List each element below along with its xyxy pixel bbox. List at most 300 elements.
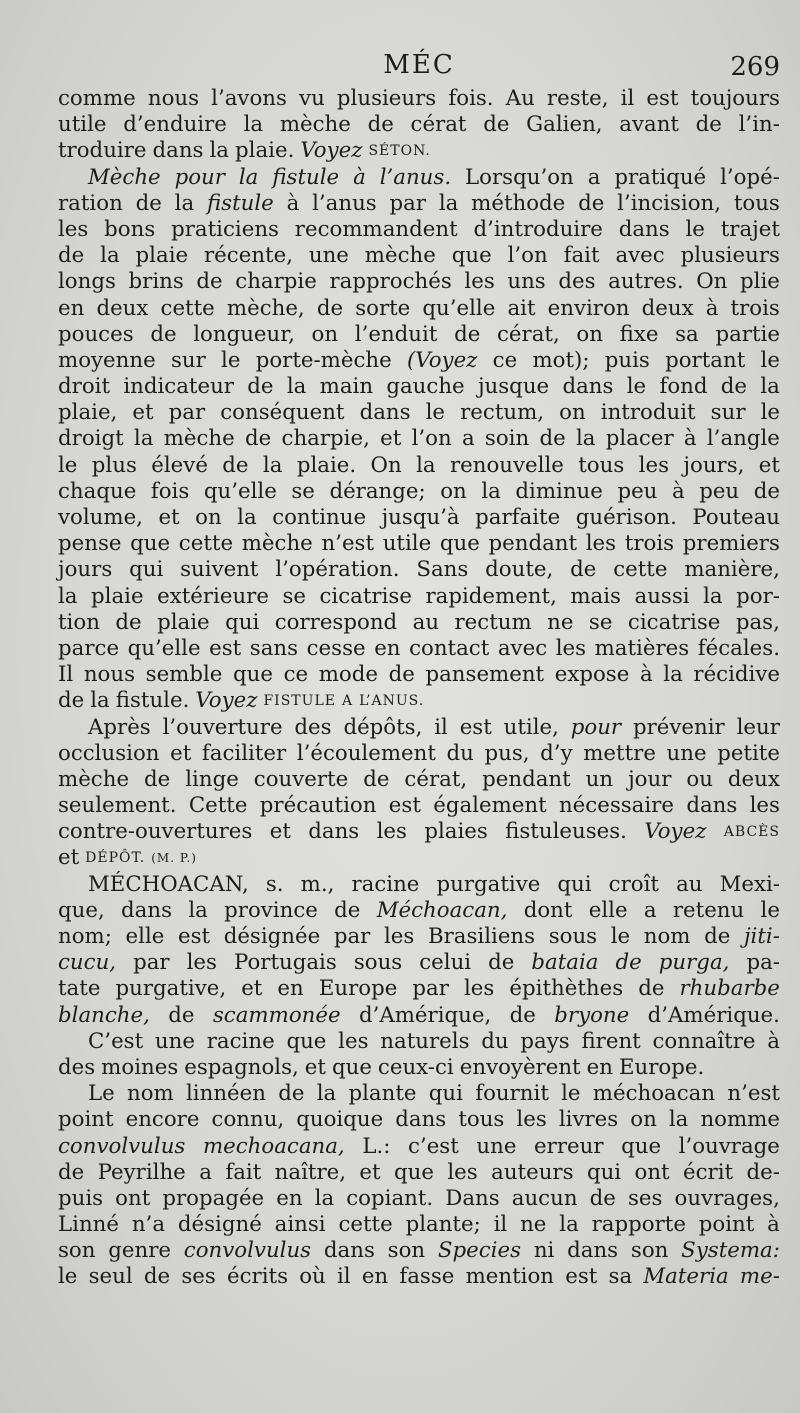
word: les [186,950,217,976]
word: il [620,86,635,111]
word: Sans [416,557,469,583]
word: plaie. [296,452,357,478]
word: les [338,1028,369,1054]
word: On [696,269,728,295]
word: Europe. [618,1054,705,1080]
text-line [58,1238,780,1264]
word: se [588,609,613,635]
word: le [760,897,780,923]
word: de [222,452,249,478]
text-line [58,976,780,1002]
word: pense [58,531,122,557]
word: trajet [720,216,780,242]
word: espagnols, [184,1054,299,1080]
word: ceux-ci [377,1054,454,1080]
word: guérison. [575,505,677,530]
word: le [58,1264,78,1290]
text-line [58,767,780,793]
word: linge [185,766,239,792]
word: croît [608,871,659,897]
word: est [209,635,242,661]
word: cette [613,557,668,583]
word: jusque [477,374,550,400]
word: et [304,1054,326,1080]
word: une [308,243,349,269]
word: utile, [503,714,559,740]
word: nom [643,924,691,949]
word: convolvulus [183,1238,312,1264]
word: main [319,374,374,400]
word: auteurs [491,1159,574,1185]
word: m., [300,871,335,897]
text-line [58,322,780,348]
word: racine [351,871,420,897]
word: SÉTON. [368,143,431,160]
word: où [299,1264,326,1290]
text-line [58,1003,780,1029]
word: une [154,1028,195,1054]
word: de [753,478,780,504]
word: de [488,950,515,976]
word: droigt [58,426,124,452]
word: mèche [241,531,313,557]
word: est [459,714,492,740]
word: et [359,1159,381,1185]
word: l’anus [312,190,377,216]
word: Au [505,86,535,111]
word: et [58,845,80,871]
word: de [704,924,731,949]
word: vu [299,86,325,111]
word: de [509,1002,536,1028]
word: purga, [658,950,730,976]
word: son [58,1238,96,1264]
word: pendant [488,531,578,557]
text-line [58,531,780,557]
word: la [188,897,208,923]
word: trois [624,531,675,557]
word: la [133,426,154,452]
word: sa [675,321,699,347]
word: leur [736,714,780,740]
word: jiti- [743,924,780,949]
word: longueur, [193,321,295,347]
word: mention [465,1264,555,1290]
word: la [703,583,723,609]
word: troduire [58,138,147,164]
word: que [621,1133,662,1159]
word: de [454,321,481,347]
word: avant [619,112,679,138]
word: Méchoacan, [376,897,508,923]
text-line [58,217,780,243]
word: méthode [471,190,566,216]
word: praticiens [171,216,279,242]
word: il [434,714,448,740]
word: l’ouverture [162,714,283,740]
word: le [685,216,705,242]
word: tous [578,452,625,478]
text-line [58,950,780,976]
word: Voyez [644,819,707,845]
word: de [143,1264,171,1290]
word: la [668,1107,689,1133]
text-line [58,819,780,845]
word: naturels [380,1028,470,1054]
text-line [58,296,780,322]
word: Dans [445,1185,500,1211]
word: mais [570,583,621,609]
word: mèche [163,426,235,452]
word: tous [458,1107,505,1133]
word: sous [548,924,598,949]
word: aussi [634,583,690,609]
word: l’opération. [275,557,400,583]
text-line [58,374,780,400]
word: fait [225,1159,262,1185]
text-line [58,112,780,138]
text-line [58,165,780,191]
word: (Voyez [406,347,478,373]
word: jour [628,766,672,792]
word: ses [627,1185,663,1211]
word: province [224,897,318,923]
word: de [615,950,642,976]
word: au [676,871,703,897]
word: pansement [425,662,545,688]
word: Brasiliens [427,924,536,949]
word: L.: [362,1133,391,1159]
word: ainsi [274,1212,326,1238]
word: cérat, [404,766,468,792]
word: de [367,112,394,138]
word: méchoacan [592,1081,716,1107]
word: l’anus. [379,164,452,190]
word: les [447,1159,478,1185]
word: le [58,452,78,478]
word: pouces [58,321,134,347]
word: linnéen [185,1081,266,1107]
word: contre-ouvertures [58,819,253,845]
word: les [585,531,617,557]
text-line [58,1186,780,1212]
word: sur [170,347,206,373]
word: la [243,112,264,138]
word: ou [686,766,713,792]
word: blanche, [58,1002,150,1028]
text-line [58,505,780,531]
word: de- [746,1159,780,1185]
text-line [58,662,780,688]
word: dans [152,138,204,164]
word: que [439,531,480,557]
word: est [565,1264,598,1290]
word: expose [554,662,630,688]
word: toujours [690,86,780,111]
text-line [58,741,780,767]
word: Le [88,1081,115,1107]
word: on [311,321,339,347]
word: qu’elle [422,295,496,321]
word: plante [348,1081,417,1107]
word: de [168,1002,195,1028]
word: rapidement, [425,583,557,609]
word: que, [58,897,105,923]
word: autres. [608,269,684,295]
word: reste, [546,86,609,111]
word: peu [617,478,658,504]
word: FISTULE [263,693,336,710]
word: à [683,426,697,452]
word: épithèthes [509,976,624,1002]
word: par [333,924,371,949]
text-line [58,1029,780,1055]
word: bryone [554,1002,630,1028]
word: et [132,400,154,426]
word: de [638,976,665,1002]
word: d’y [540,740,573,766]
word: plaie [157,609,210,635]
word: et [269,819,291,845]
word: la [559,1212,579,1238]
word: fistuleuses. [505,819,627,845]
word: avec [615,243,665,269]
word: matières [594,635,690,661]
word: précaution [259,793,377,819]
word: seul [88,1264,133,1290]
word: introduit [600,400,696,426]
word: pas, [735,609,780,635]
word: les [464,269,495,295]
word: jours [58,557,113,583]
word: cicatrise [319,583,412,609]
word: correspond [274,609,398,635]
word: manière, [684,557,780,583]
word: ni [533,1238,555,1264]
text-line [58,793,780,819]
word: qu’elle [203,478,277,504]
word: conséquent [220,400,345,426]
word: moines [101,1054,179,1080]
text-line [58,584,780,610]
word: ait [507,295,536,321]
word: sa [608,1264,633,1290]
word: Mexi- [719,871,780,897]
word: de [58,1159,85,1185]
word: à [767,1028,780,1054]
word: qu’elle [127,635,201,661]
word: qui [557,871,592,897]
word: la [90,688,110,714]
word: la [209,138,230,164]
word: des [558,269,596,295]
text-line [58,400,780,426]
word: les [58,216,89,242]
word: l’incision, [617,190,722,216]
word: les [376,819,407,845]
word: Europe [318,976,398,1002]
word: fois [150,478,190,504]
word: cesse [306,635,366,661]
word: à [767,1212,780,1238]
word: Voyez [195,688,258,714]
word: la [760,374,780,400]
word: propagée [162,1185,265,1211]
word: qui [428,1081,463,1107]
word: placer [605,426,674,452]
word: rhubarbe [679,976,780,1002]
word: de [58,688,85,714]
word: dans [686,793,738,819]
word: recommandent [294,216,458,242]
word: se [282,583,306,609]
word: et [380,426,402,452]
word: mettre [583,740,656,766]
word: Galien, [526,112,603,138]
word: avec [497,635,548,661]
word: les [555,635,587,661]
word: pus, [484,740,530,766]
word: la [286,374,307,400]
word: volume, [58,505,143,530]
word: de [589,1185,616,1211]
word: dans [562,374,614,400]
word: pendant [482,766,571,792]
word: qui [225,609,260,635]
word: utile [58,112,107,138]
word: la [238,164,259,190]
word: pratiqué [614,164,707,190]
word: en [586,1054,613,1080]
word: c’est [408,1133,459,1159]
word: Materia [643,1264,729,1290]
word: cette [178,531,234,557]
word: n’a [131,1212,166,1238]
word: la [100,243,120,269]
word: jusqu’à [381,505,460,530]
word: diminue [515,478,603,504]
word: ses [181,1264,216,1290]
text-line [58,1264,780,1290]
word: ABCÈS [723,824,780,841]
word: cérat, [496,321,560,347]
word: livres [558,1107,619,1133]
word: cucu, [58,950,117,976]
word: par [168,400,206,426]
word: contact [409,635,490,661]
word: doute, [485,557,554,583]
word: L’ANUS. [359,693,425,710]
word: fournit [475,1081,549,1107]
word: longs [58,269,116,295]
word: suivent [180,557,259,583]
word: d’introduire [473,216,603,242]
text-line [58,636,780,662]
word: celui [419,950,472,976]
word: nous [83,662,136,688]
word: ont [634,1159,670,1185]
word: il [493,1212,508,1238]
word: Cette [188,793,248,819]
word: est [646,86,679,111]
word: le [760,400,780,426]
word: tion [58,609,100,635]
word: On [370,452,402,478]
word: fasse [399,1264,455,1290]
word: uns [507,269,546,295]
word: tate [58,976,101,1002]
word: Peyrilhe [97,1159,186,1185]
word: cicatrise [627,609,721,635]
word: C’est [88,1028,144,1054]
text-line [58,924,780,950]
word: pour [174,164,225,190]
word: plusieurs [336,86,437,111]
word: s. [265,871,284,897]
word: semble [145,662,223,688]
text-line [58,898,780,924]
word: que [451,243,492,269]
word: dans [359,400,411,426]
word: au [412,609,440,635]
word: l’écoulement [296,740,436,766]
word: elle [588,897,628,923]
word: nomme [700,1107,780,1133]
word: le [221,347,241,373]
word: DÉPÔT. [85,850,146,867]
word: deux [727,766,780,792]
text-line [58,426,780,452]
word: brins [128,269,184,295]
text-line [58,610,780,636]
word: me- [739,1264,780,1290]
word: a [587,164,601,190]
word: chaque [58,478,137,504]
word: gauche [386,374,465,400]
word: de [58,243,85,269]
word: plie [740,269,780,295]
word: il [336,1264,351,1290]
word: les [383,924,415,949]
word: convolvulus [58,1133,186,1159]
word: deux [96,295,149,321]
word: le [760,347,780,373]
word: l’on [411,426,452,452]
word: fond [659,374,708,400]
word: que [130,531,171,557]
word: plaie, [58,400,118,426]
word: en [276,1185,303,1211]
word: de [144,766,171,792]
word: que [331,1054,372,1080]
word: petite [717,740,780,766]
word: de [316,295,344,321]
text-line [58,1160,780,1186]
word: par [133,950,170,976]
word: par [389,190,427,216]
word: la [174,190,195,216]
word: fistule [272,164,340,190]
word: et [170,740,192,766]
word: partie [715,321,780,347]
word: bataia [531,950,599,976]
word: point [698,1212,755,1238]
word: les [638,452,670,478]
word: l’enduit [354,321,438,347]
word: envoyèrent [459,1054,581,1080]
word: du [481,1028,509,1054]
word: fistule [206,190,274,216]
